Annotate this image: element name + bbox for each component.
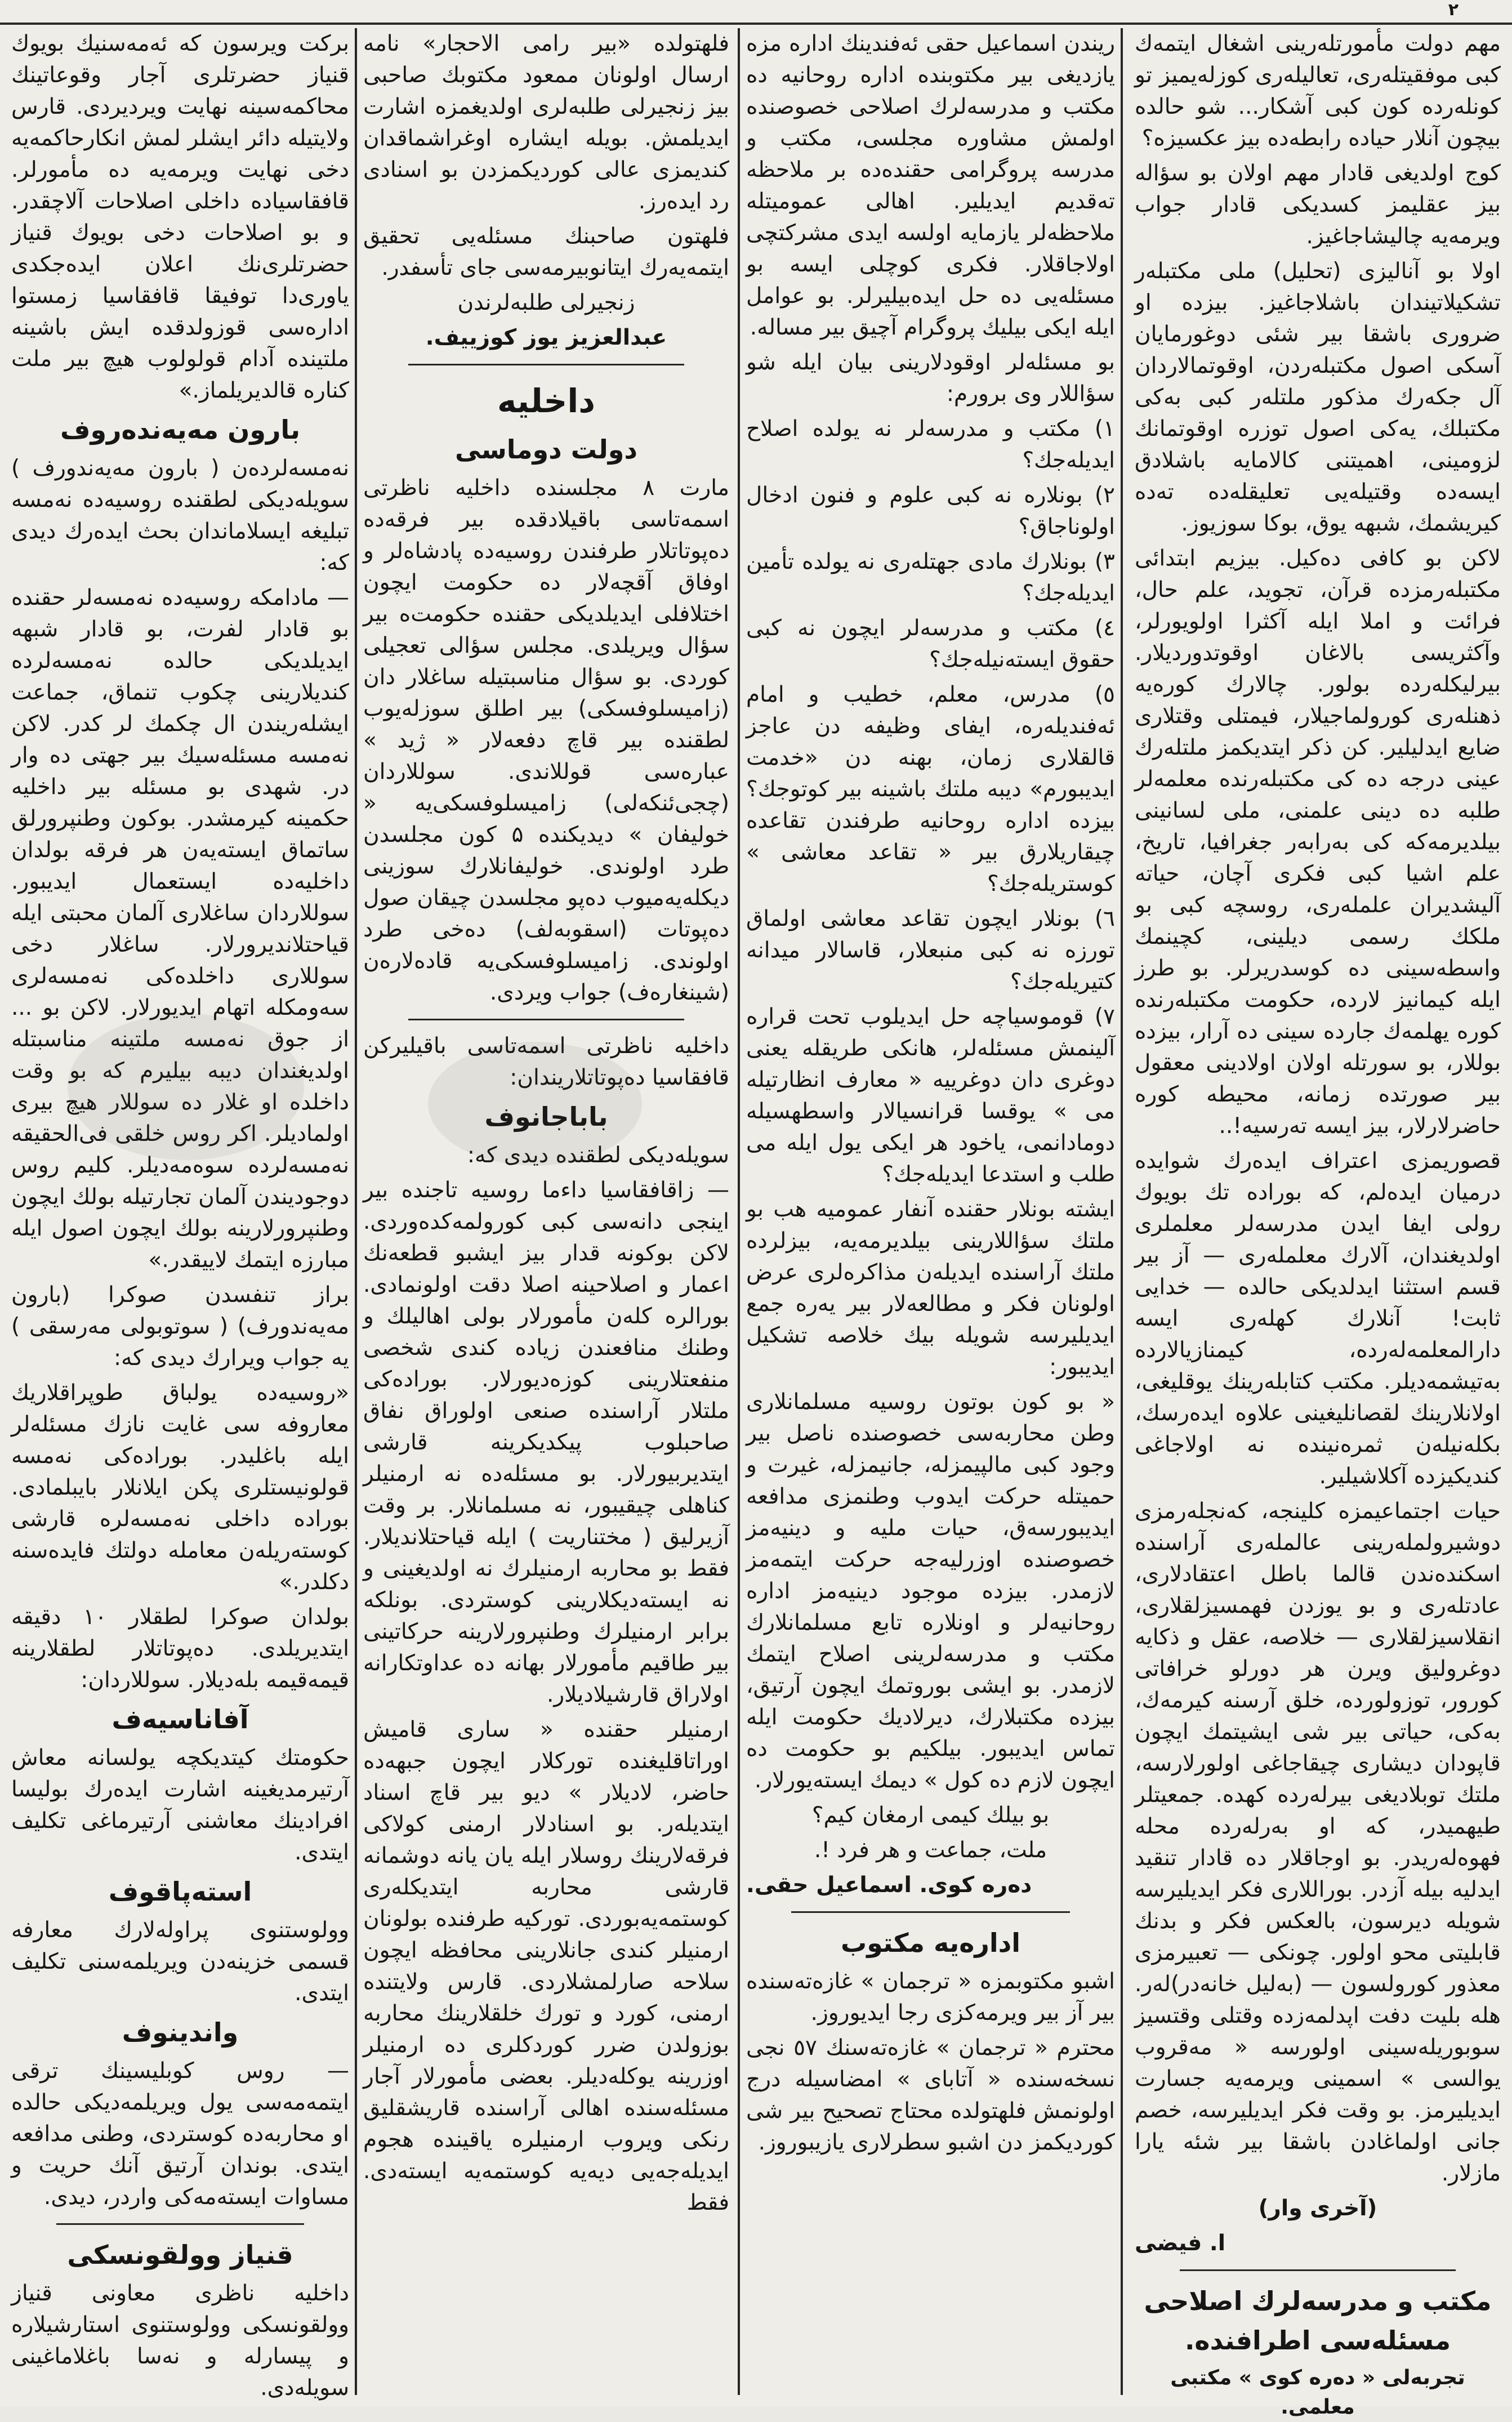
- col2-paragraph: بو مسئلەلر اوقودلارینی بیان ایله شو سؤاللار وی برورم:: [746, 350, 1115, 407]
- letter-section-title: اداره‌یه مکتوب: [840, 1928, 1021, 1958]
- col4-paragraph: وولوستنوی پراوله‌لارك معارفه قسمی خزینه‌دن ویریلمه‌سنی تکلیف ایتدی.: [11, 1917, 349, 2006]
- col4-paragraph: «روسیه‌ده یولباق طوپراقلاریك معاروفه سی غایت نازك مسئله‌لر ایله باغلیدر. بوراده‌کی نه‌مسه قولونیستلری پکن ایلانلار بایبلمادی. بوراده داخلی نه‌مسه‌لره قارشی کوسته‌ریلەن معامله دولتك فایده‌سنه دکلدر.»: [11, 1380, 349, 1595]
- speaker-title: بارون مه‌یه‌ندەروف: [60, 414, 300, 445]
- divider: [791, 1911, 1070, 1913]
- col2-paragraph: ریندن اسماعیل حقی ئەفندینك اداره مزه یازدیغی بیر مکتوبنده اداره روحانیه ده مکتب و مدرسەلرك اصلاحی خصوصنده اولمش مشاوره مجلسی، مکتب و مدرسه پروگرامی حقندەده بر ملاحظه تەقدیم ایدیلیر. اهالی عمومیتله ملاحظەلر یازمایه اولسه ایدی مشرکتچی اولاجاقلار. فکری کوچلی ایسه بو مسئلەیی ده حل ایدەبیلیرلر. بو عوامل ایله ایکی بیلیك پروگرام آچیق بیر مساله.: [746, 31, 1115, 340]
- col3-paragraph: — زاقافقاسیا داءما روسیه تاجنده بیر اینجی دانه‌سی کبی کورولمه‌کده‌وردی. لاکن بوکونه قدار بیز ایشبو قطعه‌نك اعمار و اصلاحینه اصلا دقت اولونمادی. بورالره کلەن مأمورلار بولی اهالیلك و وطنك منافعندن زیاده کندی شخصی منفعتلارینی کوزه‌دیورلار. بوراده‌کی ملتلار آراسنده صنعی اولوراق نفاق صاحبلوب پیکدیکرینه قارشی ایتدیربیورلار. بو مسئله‌ده نه ارمنیلر کناهلی چیقیبور، نه مسلمانلار. بر وقت آزیرلیق ( مختناریت ) ایله قیاحتلاندیلار. فقط بو محاربه ارمنیلرك نه اولدیغینی و نه ایسته‌دیکلارینی کوستردی. بونلکه برابر ارمنیلرك وطنپرورلارینه حرکاتینی بیر طاقیم مأمورلار بهانه ده عداوتکارانه اولاراق قارشیلادیلار.: [363, 1177, 729, 1707]
- col2-signature: دەره کوی. اسماعیل حقی.: [746, 1872, 1032, 1898]
- col3-paragraph: سویلەدیکی لطقنده دیدی که:: [467, 1143, 729, 1168]
- question-item: ١) مکتب و مدرسەلر نه یولده اصلاح ایدیلەجك؟: [746, 416, 1115, 473]
- question-item: ٥) مدرس، معلم، خطیب و امام ئەفندیلەره، ایفای وظیفه دن عاجز قالقلاری زمان، بهنه دن «خدمت ایدیبورم» دیبه ملتك باشینه بیر کوتوجك؟ بیزده اداره روحانیه طرفندن تقاعده چیقاریلارق بیر « تقاعد معاشی » کوستریلەجك؟: [746, 682, 1115, 896]
- col2-paragraph: « بو کون بوتون روسیه مسلمانلاری وطن محاربه‌سی خصوصنده ناصل بیر وجود کبی مالپیمزله، جانیمزله، غیرت و حمیتله حرکت ایدوب وطنمزی مدافعه ایدیبورسه‌ق، حیات ملیه و دینیه‌مز خصوصنده اوزرلیه‌جه حرکت ایتمه‌مز لازمدر. بیزده موجود دینیه‌مز اداره روحانیه‌لر و اونلاره تابع مسلمانلارك مکتب و مدرسه‌لرینی اصلاح ایتمك لازمدر. بو ایشی بوروتمك ایچون آرتیق، بیزده مکتبلارك، دیرلادیك حکومت ایله تماس ایدیبور. بیلكیم بو حکومت ده ایچون لازم ده کول » دیمك ایسته‌یورلار.: [746, 1389, 1115, 1793]
- question-item: ٧) قوموسیاچه حل ایدیلوب تحت قراره آلینمش مسئلەلر، هانکی طریقله یعنی دوغری دان دوغرییه « معارف انظارتیله می » یوقسا قرانسیالار واسطهسیله دومادانمی، یاخود هر ایکی یول ایله می طلب و استدعا ایدیله‌جك؟: [746, 1004, 1115, 1187]
- article-byline: تجربەلی « دەره کوی » مکتبی معلمی.: [1170, 2366, 1465, 2419]
- col3-paragraph: مارت ٨ مجلسنده داخلیه ناظرتی اسمه‌تاسی باقیلادقده بیر فرقه‌ده دەپوتاتلار طرفندن روسیه‌ده پادشاه‌لر و اوفاق آقچه‌لار ده حکومت ایچون اختلافلی ایدیلدیکی حقنده حکومت‌ه بیر سؤال ویریلدی. مجلس سؤالی تعجیلی کوردی. بو سؤال مناسبتیله ساغلار دان (زامیسلوفسکی) بیر اطلق سوزلەیوب لطقنده بیر قاچ دفعه‌لار « ژید » عبارەسی قوللاندی. سوللاردان (چجی‌ئنکه‌لی) زامیسلوفسکی‌یه « خولیفان » دیدیکنده ۵ کون مجلسدن طرد اولوندی. خولیفانلارك سوزینی دیکلەیه‌میوب دەپو مجلسدن چیقان صول دەپوتات (اسقوبه‌لف) ده‌خی طرد اولوندی. زامیسلوفسکی‌یه قاده‌لاره‌ن (شینغاره‌ف) جواب ویردی.: [363, 475, 730, 1005]
- question-item: ٢) بونلاره نه کبی علوم و فنون ادخال اولوناجاق؟: [746, 483, 1115, 539]
- divider: [1180, 2269, 1456, 2271]
- divider: [408, 364, 684, 365]
- col1-paragraph: اولا بو آنالیزی (تحلیل) ملی مکتبلەر تشکیلاتیندان باشلاجاغیز. بیزده او ضروری باشقا بیر شئی دوغورمایان آسکی اصول مکتبلەردن، اوقوتمالاردان آل جکەرك مذکور ملتلەر کبی بەکی مکتبلك، یەکی اصول توزره اوقوتمانك لزومینی، اهمیتنی کالامایه باشلادق ایسەده وقتیلەیی تعلیقلەده تەده کیریشمك، شبهه یوق، بوکا سوزیوز.: [1135, 258, 1501, 536]
- column-rule: [1121, 28, 1123, 2395]
- col3-paragraph: ارمنیلر حقنده « ساری قامیش اوراتاقلیغنده تورکلار ایچون جبهه‌ده حاضر، لادیلار » دیو بیر قاچ اسناد ایتدیلەر. بو اسنادلار ارمنی کولاکی فرقه‌لارینك روسلار ایله یان یانه دوشمانه قارشی محاربه ایتدیکلەری کوستمه‌یه‌بوردی. تورکیه طرفنده بولونان ارمنیلر کندی جانلارینی محافظه ایچون سلاحه صارلمشلاردی. قارس ولایتنده ارمنی، کورد و تورك خلقلارینك محاربه بوزولدن ضرر کوردکلری ده ارمنیلر اوزرینه یوکلەدیلر. بعضی مأمورلار آجار مسئله‌سنده اهالی آراسنده قاریشقلیق رنکی ویروب ارمنیلره یاقینده هجوم ایدیلەجه‌یی دیه‌یه کوستمه‌یه ایسته‌دی. فقط: [363, 1717, 729, 2215]
- speaker-title: واندینوف: [122, 2017, 239, 2048]
- col3-signature: عبدالعزیز یوز کوزییف.: [425, 325, 667, 350]
- col4-paragraph: براز تنفسدن صوکرا (بارون مه‌یه‌ندورف) ( سوتوبولی مه‌رسقی ) یه جواب ویرارك دیدی که:: [11, 1282, 349, 1371]
- continued-note: (آخری وار): [1258, 2196, 1377, 2221]
- column-3: [363, 28, 729, 2389]
- col2-paragraph: ملت، جماعت و هر فرد !.: [814, 1837, 1047, 1863]
- col2-paragraph: بو بیلك کیمی ارمغان کیم؟: [811, 1803, 1050, 1828]
- column-4: [11, 28, 349, 2401]
- column-1: [1135, 28, 1501, 2419]
- col4-paragraph: — مادامکه روسیه‌ده نه‌مسه‌لر حقنده بو قادار لفرت، بو قادار شبهه ایدیلدیکی حالده نه‌مسه‌لرده کندیلارینی چکوب تنماق، جماعت ایشله‌ریندن ال چکمك لر کدر. لاکن نه‌مسه مسئله‌سیك بیر جهتی ده وار در. شهدی بو مسئله بیر داخلیه حکمینه کیرمشدر. بوکون وطنپرورلق ساتماق ایسته‌یه‌ن هر فرقه بولدان داخلیه‌ده ایستعمال ایدیبور. سوللاردان ساغلاری آلمان محبتی ایله قیاحتلاندیرورلار. ساغلار دخی سوللاری داخلده‌کی نه‌مسه‌لری سه‌ومکله اتهام ایدیورلار. لاکن بو ... از جوق نه‌مسه ملتینه مناسبتله اولدیغندان دیبه بیلیرم که بو وقت داخلده او غلار ده سوللار هیچ بیری اولمادیلر. اکر روس خلقی فی‌الحقیقه نه‌مسه‌لرده سوه‌مه‌دیلر. کلیم روس دوجودیندن آلمان تجارتیله بولك ایچون وطنپرورلارینه بولك ایچون اصول ایله مبارزه ایتمك لاییقدر.»: [11, 585, 349, 1273]
- col1-paragraph: کوج اولدیغی قادار مهم اولان بو سؤالە بیز عقلیمز کسدیکی قادار جواب ویرمەیه چالیشاجاغیز.: [1135, 160, 1501, 249]
- col4-paragraph: — روس کوبلیسینك ترقی ایتمه‌مه‌سی یول ویریلمه‌دیکی حالده او محاربه‌ده کوستردی، وطنی مدافعه ایتدی. بوندان آرتیق آنك حریت و مساوات ایسته‌مه‌کی واردر، دیدی.: [11, 2058, 349, 2210]
- col3-paragraph: داخلیه ناظرتی اسمه‌تاسی باقیلیرکن قافقاسیا دەپوتاتلاریندان:: [363, 1033, 729, 1090]
- speaker-title: استه‌پاقوف: [108, 1876, 252, 1907]
- question-item: ٣) بونلارك مادی جهتلەری نه یولده تأمین ایدیلەجك؟: [746, 549, 1115, 606]
- column-rule: [738, 28, 740, 2395]
- col1-paragraph: حیات اجتماعیمزه کلینجه، کەنجلەرمزی دوشیرولملەرینی عالملەری آراسنده اسکندەندن قالما باطل اعتقادلاری، عادتلەری و بو یوزدن فهمسیزلقلاری، انقلاسیزلقلاری — خلاصه، عقل و ذکایه دوغرولیق ویرن هر دورلو خرافاتی کورور، توزولوردە، خلق آرسنه کیرمەك، بەکی، حیاتی بیر شی ایشیتمك ایچون قاپودان دیشاری چیقاجاغی اولورلارسه، ملتك توبلادیغی بیرلەرده کهده. جمعیتلر طیهمیدر، که او بەرلەرده محله فهوەلەریدر. بو اوجاقلار ده قادار تنقید ایدلیه بیله آزدر. بوراللاری فکر ایدیلیرسه شویله دیرسون، بالعکس فکر و بدنك قابلیتی محو اولور. چونکی — تعبیرمزی معذور کورولسون — (بەلیل خانەدر)لەر. هله بلیت دفت اپدلمەزده وقتلی وقتسیز سوبوریلەسینی اولورسه « مەقروب یوالسی » اسمینی ویرمەیه جسارت ایدیلیرمز. بو وقت فکر ایدیلیرسه، خصم جانی اولماغادن باشقا بیر شئه یارا مازلار.: [1135, 1498, 1501, 2186]
- col2-paragraph: ایشته بونلار حقنده آنفار عمومیه هب بو ملتك سؤاللارینی بیلدیرمەیه، بیزلرده ملتك آراسنده ایدیلەن مذاکرەلری عرض اولونان فکر و مطالعه‌لار بیر یەره جمع ایدیلیرسه شویله بیك خلاصه تشکیل ایدیبور:: [746, 1197, 1115, 1380]
- column-rule: [355, 28, 357, 2395]
- page-number: ٢: [1448, 0, 1459, 20]
- page-header: [0, 0, 1512, 25]
- duma-title: دولت دوماسی: [455, 434, 637, 465]
- article-title: مکتب و مدرسەلرك اصلاحی مسئلەسی اطرافنده.: [1144, 2286, 1492, 2356]
- question-item: ٤) مکتب و مدرسەلر ایچون نه کبی حقوق ایسته‌نیله‌جك؟: [746, 615, 1115, 672]
- col1-paragraph: قصوریمزی اعتراف ایدەرك شوایده درمیان ایدەلم، که بوراده تك بویوك رولی ایفا ایدن مدرسەلر معلملری اولدیغندان، آلارك معلملەری — آز بیر قسم استثنا ایدلدیکی حالده — خدایی ثابت! آنلارك کهلەری ایسه دارالمعلمەلەرده، کیمنازیالارده بەتیشمەدیلر. مکتب کتابلەرینك یوقلیغی، اولانلارینك لقصانلیغینی علاوه ایدەرسك، بکلەنیلەن ثمرەنیندە نه اولاجاغی کندیکیزده آکلاشیلیر.: [1135, 1148, 1501, 1489]
- question-item: ٦) بونلار ایچون تقاعد معاشی اولماق تورزه نه کبی منبعلار، قاسالار میدانه کتیریلەجك؟: [746, 906, 1115, 994]
- paper-smudge: [428, 1042, 642, 1166]
- section-title-dakhiliye: داخلیه: [497, 382, 595, 420]
- speaker-title: باباجانوف: [484, 1101, 608, 1132]
- col1-signature: ا. فیضی: [1135, 2231, 1226, 2256]
- col3-paragraph: فلهتون صاحبنك مسئله‌یی تحقیق ایتمه‌یه‌رك ایتانوبیرمه‌سی جای تأسفدر.: [363, 224, 729, 280]
- col1-paragraph: مهم دولت مأمورتلەرینی اشغال ایتمەك کبی موفقیتلەری، تعالیلەری کوزلەیمیز تو کونلەرده کون کبی آشکار... شو حالده بیچون آنلار حیاده رابطەده بیز عکسیزه؟: [1135, 31, 1501, 151]
- paper-smudge: [68, 1014, 304, 1160]
- col2-paragraph: محترم « ترجمان » غازەته‌سنك ٥٧ نجی نسخه‌سنده « آتابای » امضاسیله درج اولونمش فلهتولده محتاج تصحیح بیر شی کوردیکمز دن اشبو سطرلاری یازیبوروز.: [746, 2035, 1115, 2155]
- divider: [56, 2223, 304, 2225]
- column-2: [746, 28, 1115, 2389]
- col4-paragraph: داخلیه ناظری معاونی قنیاز وولقونسکی وولوستنوی استارشیلاره و پیسارله و نه‌سا باغلاماغینی سویله‌دی.: [11, 2281, 349, 2401]
- speaker-title: قنیاز وولقونسکی: [67, 2240, 293, 2270]
- col1-paragraph: لاکن بو کافی دەکیل. بیزیم ابتدائی مکتبلەرمزده قرآن، تجوید، علم حال، فرائت و املا ایله آکثرا اولویورلر، وآکثریسی بالاغان اوقوتدوردیلار. بیرلیکلەرده بولور. چالارك کورەیه ذهنلەری کورولماجیلار، فیمتلی وقتلاری ضایع ایدلیلیر. کن ذکر ایتدیکمز ملتلەرك عینی درجه ده کی مکتبلەرنده معلمەلر طلبه ده دینی علمنی، ملی لسانینی بیلدیرمەکه کی بەرابەر جغرافیا، تاریخ، علم اشیا کبی فکری آچان، حیاته آلیشدیران علملەری، روسچه کبی بو ملکك رسمی دیلینی، کچینمك واسطەسینی ده کوسدریرلر. بو طرز ایله کیمانیز لارده، حکومت مکتبلەرنده کوره یهلمەك جارده سینی ده آرار، بیزده بوللار، بو سورتله اولان اولادینی معقول بیر صورتده زمانه، محیطه کوره حاضرلارلار، بیز ایسه تەرسیه!..: [1135, 546, 1501, 1139]
- col4-paragraph: حکومتك کیتدیکچه یولسانه معاش آرتیرمدیغینه اشارت ایدەرك بولیسا افرادینك معاشنی آرتیرماغی تکلیف ایتدی.: [11, 1745, 349, 1865]
- col3-paragraph: فلهتولده «بیر رامی الاحجار» نامه ارسال اولونان ممعود مکتوبك صاحبی بیز زنجیرلی طلبەلری اولدیغمزه اشارت ایدیلمش. بویله ایشاره اوغراشماقدان کندیمزی عالی کوردیکمزدن بو اسنادی رد ایدەرز.: [363, 31, 729, 214]
- col4-paragraph: بركت ویرسون که ئەمەسنیك بویوك قنیاز حضرتلری آجار وقوعاتینك محاکمه‌سینه نهایت ویردیردی. قارس ولایتیله دائر ایشلر لمش انکارحاکمه‌یه دخی نهایت ویرمه‌یه ده مأمورلر. قافقاسیاده داخلی اصلاحات آلاچقدر. و بو اصلاحات دخی بویوك قنیاز حضرتلری‌نك اعلان ایده‌جکدی یاوری‌دا توفیقا قافقاسیا زمستوا اداره‌سی قوزولدقده ایش باشینه ملتینده آدام قولولوب هیچ بیر ملت کناره قالدیریلماز.»: [11, 31, 349, 403]
- divider: [408, 1019, 684, 1020]
- speaker-title: آفاناسیه‌ف: [111, 1704, 249, 1734]
- col4-paragraph: بولدان صوکرا لطقلار ١٠ دقیقه ایتدیریلدی. دەپوتاتلار لطقلارینه قیمه‌قیمه بلەدیلار. سوللاردان:: [11, 1604, 349, 1693]
- col4-paragraph: نه‌مسه‌لرده‌ن ( بارون مه‌یه‌ندورف ) سویلەدیکی لطقنده روسیه‌ده نه‌مسه تبلیغه ایسلاماندان بحث ایدەرك دیدی که:: [11, 456, 349, 576]
- col2-paragraph: اشبو مکتوبمزه « ترجمان » غازەته‌سنده بیر آز بیر ویرمه‌کزی رجا ایدیوروز.: [746, 1969, 1115, 2026]
- col3-paragraph: زنجیرلی طلبه‌لرندن: [457, 290, 635, 315]
